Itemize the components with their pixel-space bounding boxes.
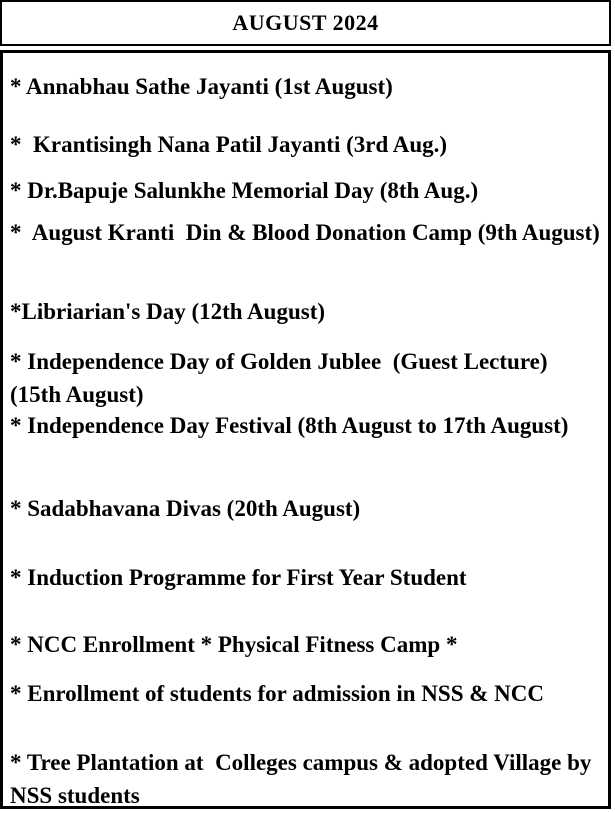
event-item: * Independence Day of Golden Jublee (Guest Lecture) (15th August) <box>10 349 560 407</box>
event-item: * Induction Programme for First Year Student <box>10 565 467 590</box>
event-item: * NCC Enrollment * Physical Fitness Camp * <box>10 632 458 657</box>
month-title: AUGUST 2024 <box>232 10 379 35</box>
month-header <box>0 0 611 46</box>
events-list <box>0 50 611 809</box>
event-item: * Tree Plantation at Colleges campus & adopted Village by NSS students <box>10 750 598 808</box>
event-item: * August Kranti Din & Blood Donation Camp (9th August) <box>10 220 600 245</box>
event-item: * Krantisingh Nana Patil Jayanti (3rd Aug.) <box>10 132 448 157</box>
event-item: * Dr.Bapuje Salunkhe Memorial Day (8th Aug.) <box>10 178 479 203</box>
event-item: *Libriarian's Day (12th August) <box>10 299 326 324</box>
event-item: * Sadabhavana Divas (20th August) <box>10 496 361 521</box>
event-item: * Enrollment of students for admission in NSS & NCC <box>10 681 544 706</box>
event-item: * Annabhau Sathe Jayanti (1st August) <box>10 74 393 99</box>
event-item: * Independence Day Festival (8th August to 17th August) <box>10 413 569 438</box>
